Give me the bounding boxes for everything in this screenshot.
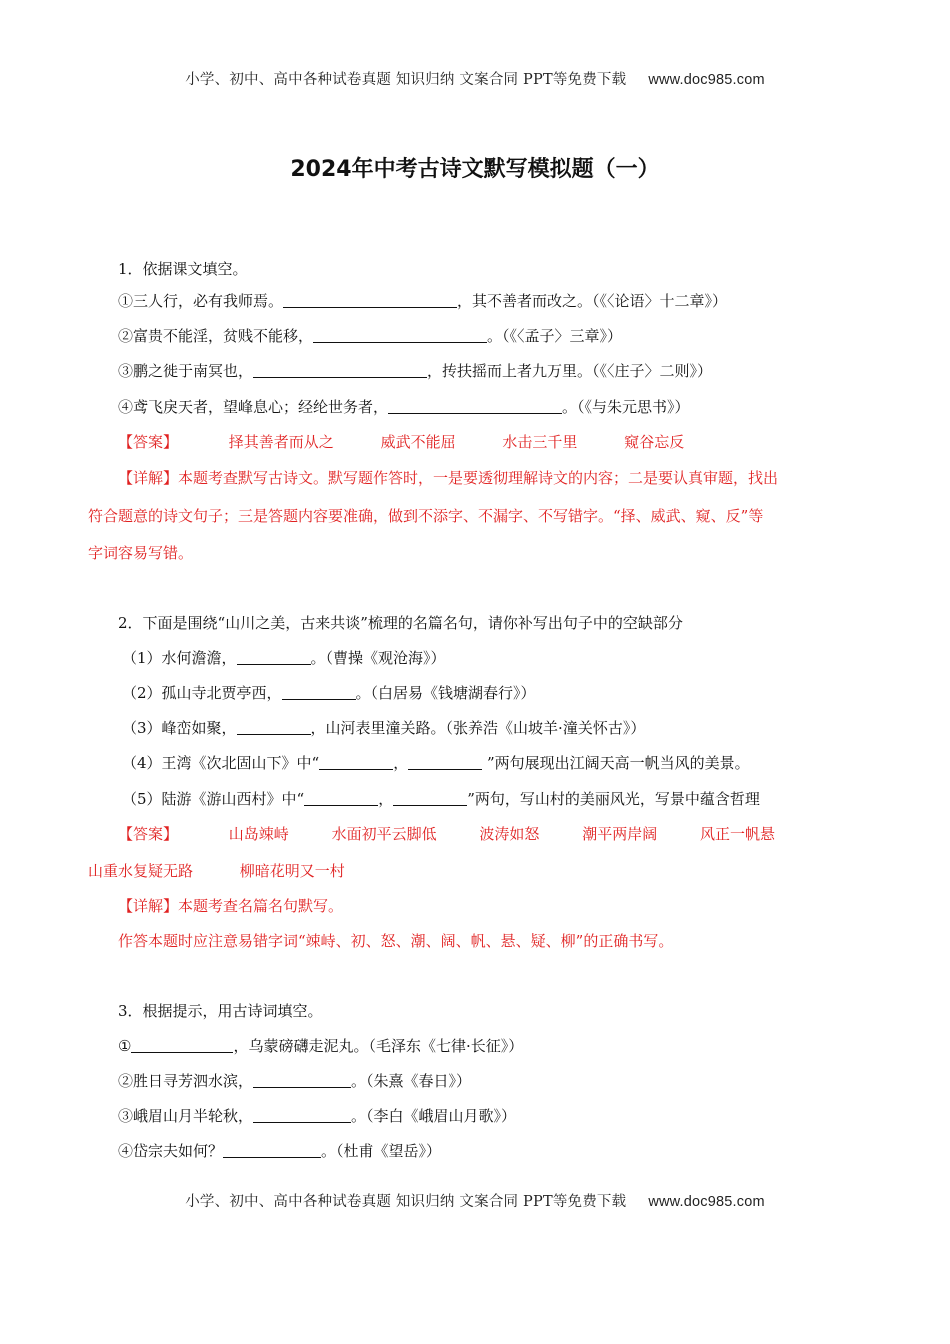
q2-blank-2[interactable] [282,698,356,700]
q2-answer [118,823,775,844]
q3-item-3: ③峨眉山月半轮秋， 。（李白《峨眉山月歌》） [118,1107,517,1125]
q3-item-1: ① ，乌蒙磅礴走泥丸。（毛泽东《七律·长征》） [118,1037,524,1055]
q1-answer-label: 【答案】 [118,433,179,451]
q2-item-1: （1）水何澹澹， 。（曹操《观沧海》） [122,649,446,667]
q2-blank-3[interactable] [237,733,311,735]
footer-text: 小学、初中、高中各种试卷真题 知识归纳 文案合同 PPT等免费下载 [185,1194,627,1210]
q2-answer-continued [88,860,345,881]
page-title: 2024年中考古诗文默写模拟题（一） [290,157,660,182]
q3-item-4: ④岱宗夫如何？ 。（杜甫《望岳》） [118,1142,442,1160]
q2-item-3: （3）峰峦如聚， ，山河表里潼关路。（张养浩《山坡羊·潼关怀古》） [122,719,646,737]
q1-stem: 1．依据课文填空。 [118,260,248,278]
header-text: 小学、初中、高中各种试卷真题 知识归纳 文案合同 PPT等免费下载 [185,72,627,88]
q2-blank-5b[interactable] [393,804,467,806]
q1-detail-line-1: 【详解】本题考查默写古诗文。默写题作答时，一是要透彻理解诗文的内容；二是要认真审题，找出 [118,469,779,487]
q2-answer-7: 柳暗花明又一村 [239,862,345,880]
q2-blank-1[interactable] [237,663,311,665]
q3-blank-2[interactable] [253,1086,351,1088]
q3-blank-1[interactable] [131,1051,233,1053]
q2-answer-2: 水面初平云脚低 [331,825,437,843]
header-url-link[interactable]: www.doc985.com [648,72,765,88]
q2-detail-line-2: 作答本题时应注意易错字词“竦峙、初、怒、潮、阔、帆、悬、疑、柳”的正确书写。 [118,932,674,950]
q2-answer-4: 潮平两岸阔 [582,825,658,843]
q2-detail-label: 【详解】 [118,897,179,915]
q1-answer-1: 择其善者而从之 [228,433,334,451]
q1-item-2: ②富贵不能淫，贫贱不能移， 。（《〈孟子〉三章》） [118,327,623,345]
q3-stem: 3．根据提示，用古诗词填空。 [118,1002,323,1020]
q2-answer-6: 山重水复疑无路 [88,862,194,880]
q2-answer-3: 波涛如怒 [479,825,540,843]
q2-answer-5: 风正一帆悬 [699,825,775,843]
q2-answer-label: 【答案】 [118,825,179,843]
q1-detail-line-2: 符合题意的诗文句子；三是答题内容要准确，做到不添字、不漏字、不写错字。“择、威武、窥、反”等 [88,507,764,525]
q1-detail-line-3: 字词容易写错。 [88,544,194,562]
q1-blank-1[interactable] [283,306,457,308]
q3-blank-3[interactable] [253,1121,351,1123]
q1-answer [118,431,684,452]
q3-blank-4[interactable] [223,1156,321,1158]
q1-blank-2[interactable] [313,341,487,343]
page-header [0,68,950,89]
q2-blank-5a[interactable] [304,804,378,806]
q1-item-3: ③鹏之徙于南冥也， ，抟扶摇而上者九万里。（《〈庄子〉二则》） [118,362,713,380]
q2-item-5: （5）陆游《游山西村》中“ ， ”两句，写山村的美丽风光，写景中蕴含哲理 [122,790,760,808]
q1-answer-2: 威武不能屈 [380,433,456,451]
q2-blank-4b[interactable] [408,768,482,770]
q1-item-4: ④鸢飞戾天者，望峰息心；经纶世务者， 。（《与朱元思书》） [118,398,690,416]
q2-answer-1: 山岛竦峙 [228,825,289,843]
q1-answer-4: 窥谷忘反 [624,433,685,451]
q1-blank-4[interactable] [388,412,562,414]
q2-stem: 2．下面是围绕“山川之美，古来共谈”梳理的名篇名句，请你补写出句子中的空缺部分 [118,614,683,632]
q2-item-4: （4）王湾《次北固山下》中“ ， ”两句展现出江阔天高一帆当风的美景。 [122,754,750,772]
q3-item-2: ②胜日寻芳泗水滨， 。（朱熹《春日》） [118,1072,472,1090]
q2-detail-line-1: 【详解】本题考查名篇名句默写。 [118,897,344,915]
q1-detail-label: 【详解】 [118,469,179,487]
page-footer [0,1190,950,1211]
footer-url-link[interactable]: www.doc985.com [648,1194,765,1210]
q1-item-1: ①三人行，必有我师焉。 ，其不善者而改之。（《〈论语〉十二章》） [118,292,728,310]
q2-item-2: （2）孤山寺北贾亭西， 。（白居易《钱塘湖春行》） [122,684,536,702]
q1-answer-3: 水击三千里 [502,433,578,451]
q1-blank-3[interactable] [253,376,427,378]
q2-blank-4a[interactable] [319,768,393,770]
